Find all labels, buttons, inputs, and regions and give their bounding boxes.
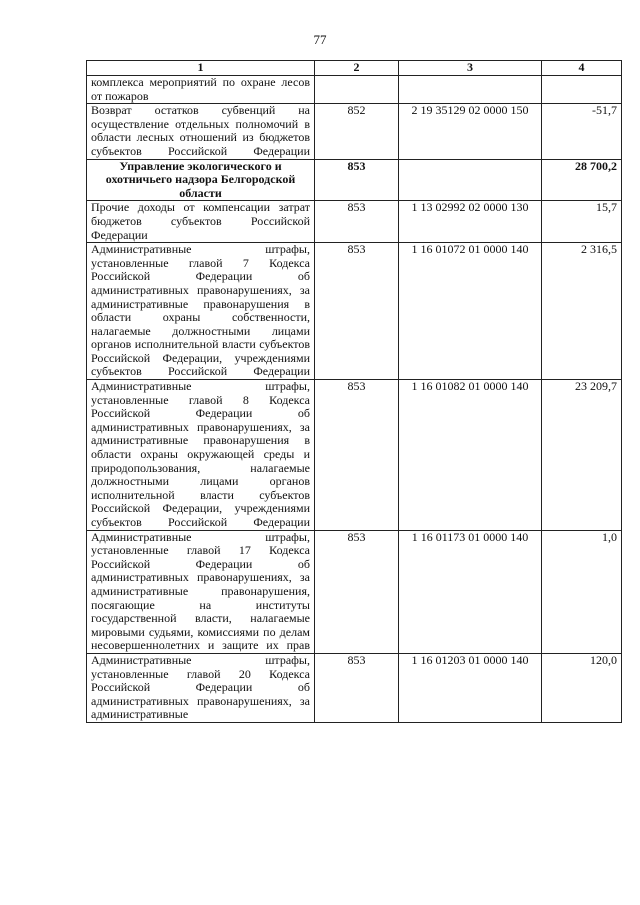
table-row [87, 76, 622, 104]
row-amount: 2 316,5 [542, 243, 622, 380]
row-admin-code: 853 [315, 380, 399, 531]
table-row [87, 104, 622, 159]
row-admin-code: 853 [315, 530, 399, 653]
table-row [87, 380, 622, 531]
row-budget-code: 1 16 01173 01 0000 140 [399, 530, 542, 653]
row-description: Административные штрафы, установленные главой 17 Кодекса Российской Федерации об административных правонарушениях, за административные правонарушения, посягающие на институты государственной власти, налагаемые мировыми судьями, комиссиями по делам несовершеннолетних и защите их прав [87, 530, 315, 653]
row-budget-code [399, 159, 542, 201]
page-number: 77 [313, 32, 327, 47]
row-admin-code: 853 [315, 653, 399, 722]
row-description: Прочие доходы от компенсации затрат бюджетов субъектов Российской Федерации [87, 201, 315, 243]
row-budget-code: 1 16 01072 01 0000 140 [399, 243, 542, 380]
row-amount: -51,7 [542, 104, 622, 159]
row-description: Административные штрафы, установленные главой 7 Кодекса Российской Федерации об административных правонарушениях, за административные правонарушения в области охраны собственности, налагаемые должностными лицами органов исполнительной власти субъектов Российской Федерации, учреждениями субъектов Российской Федерации [87, 243, 315, 380]
row-amount: 28 700,2 [542, 159, 622, 201]
row-budget-code: 1 16 01203 01 0000 140 [399, 653, 542, 722]
row-budget-code: 1 13 02992 02 0000 130 [399, 201, 542, 243]
row-admin-code: 853 [315, 159, 399, 201]
column-header-1: 1 [87, 61, 315, 76]
row-description: комплекса мероприятий по охране лесов от пожаров [87, 76, 315, 104]
row-amount: 120,0 [542, 653, 622, 722]
row-admin-code [315, 76, 399, 104]
table-row-section-header [87, 159, 622, 201]
table-header-row [87, 61, 622, 76]
row-amount: 1,0 [542, 530, 622, 653]
column-header-2: 2 [315, 61, 399, 76]
table-row [87, 653, 622, 722]
row-budget-code [399, 76, 542, 104]
row-description: Возврат остатков субвенций на осуществление отдельных полномочий в области лесных отношений из бюджетов субъектов Российской Федерации [87, 104, 315, 159]
row-description: Административные штрафы, установленные главой 8 Кодекса Российской Федерации об административных правонарушениях, за административные правонарушения в области охраны окружающей среды и природопользования, налагаемые должностными лицами органов исполнительной власти субъектов Российской Федерации, учреждениями субъектов Российской Федерации [87, 380, 315, 531]
row-description: Административные штрафы, установленные главой 20 Кодекса Российской Федерации об административных правонарушениях, за административные [87, 653, 315, 722]
row-description: Управление экологического и охотничьего надзора Белгородской области [87, 159, 315, 201]
row-amount [542, 76, 622, 104]
row-amount: 23 209,7 [542, 380, 622, 531]
revenue-table [86, 60, 622, 723]
column-header-4: 4 [542, 61, 622, 76]
row-budget-code: 1 16 01082 01 0000 140 [399, 380, 542, 531]
table-row [87, 201, 622, 243]
table-row [87, 243, 622, 380]
row-admin-code: 852 [315, 104, 399, 159]
row-amount: 15,7 [542, 201, 622, 243]
column-header-3: 3 [399, 61, 542, 76]
row-budget-code: 2 19 35129 02 0000 150 [399, 104, 542, 159]
row-admin-code: 853 [315, 243, 399, 380]
table-row [87, 530, 622, 653]
row-admin-code: 853 [315, 201, 399, 243]
